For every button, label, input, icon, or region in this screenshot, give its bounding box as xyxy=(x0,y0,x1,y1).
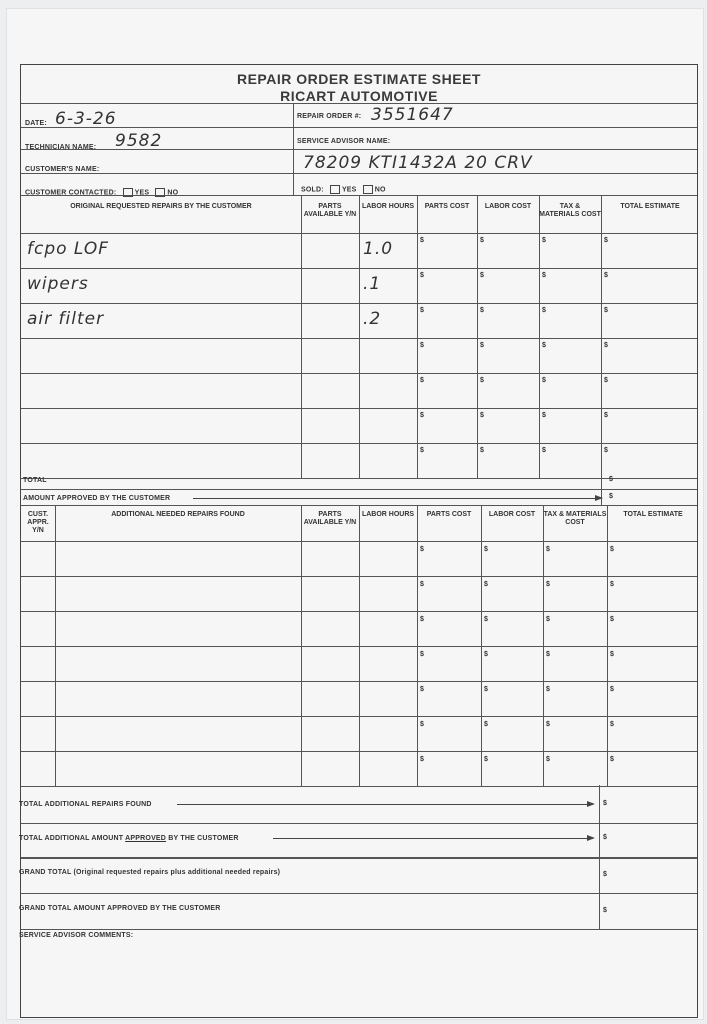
original-row-dollar: $ xyxy=(480,307,484,314)
original-row-dollar: $ xyxy=(542,237,546,244)
additional-row-dollar: $ xyxy=(610,616,614,623)
estimate-form xyxy=(20,64,698,1018)
original-header-description: ORIGINAL REQUESTED REPAIRS BY THE CUSTOMER xyxy=(70,203,252,210)
additional-header-labor-hours: LABOR HOURS xyxy=(361,511,415,518)
contacted-no-label: NO xyxy=(167,189,179,197)
additional-header-tax: TAX & MATERIALS COST xyxy=(543,511,607,526)
original-row-dollar: $ xyxy=(420,377,424,384)
original-header-parts-available: PARTS AVAILABLE Y/N xyxy=(303,203,357,218)
sold-field xyxy=(301,185,386,194)
additional-row-dollar: $ xyxy=(546,546,550,553)
contacted-yes-checkbox[interactable] xyxy=(123,188,133,197)
form-title: REPAIR ORDER ESTIMATE SHEET xyxy=(236,71,481,87)
additional-row-dollar: $ xyxy=(610,686,614,693)
total-additional-approved-suffix: BY THE CUSTOMER xyxy=(166,835,239,842)
additional-row-dollar: $ xyxy=(610,581,614,588)
repair-order-label: REPAIR ORDER #: xyxy=(297,113,362,120)
additional-row-dollar: $ xyxy=(484,651,488,658)
date-label: DATE: xyxy=(25,120,47,127)
additional-row-dollar: $ xyxy=(484,616,488,623)
amount-approved-label: AMOUNT APPROVED BY THE CUSTOMER xyxy=(23,495,171,502)
additional-row-dollar: $ xyxy=(546,581,550,588)
original-row-dollar: $ xyxy=(604,447,608,454)
date-value[interactable]: 6-3-26 xyxy=(55,109,117,129)
original-row-dollar: $ xyxy=(542,272,546,279)
total-additional-approved-prefix: TOTAL ADDITIONAL AMOUNT xyxy=(19,835,126,842)
additional-row-dollar: $ xyxy=(546,651,550,658)
original-row-dollar: $ xyxy=(604,307,608,314)
original-row-dollar: $ xyxy=(480,412,484,419)
service-advisor-label: SERVICE ADVISOR NAME: xyxy=(297,138,391,145)
original-header-labor-hours: LABOR HOURS xyxy=(361,203,415,210)
grand-total-dollar: $ xyxy=(603,871,607,878)
original-row-dollar: $ xyxy=(480,272,484,279)
total-additional-found-label: TOTAL ADDITIONAL REPAIRS FOUND xyxy=(19,801,152,808)
technician-value[interactable]: 9582 xyxy=(115,131,163,151)
additional-row-dollar: $ xyxy=(484,756,488,763)
total-additional-found-arrow xyxy=(177,804,593,805)
additional-header-parts-available: PARTS AVAILABLE Y/N xyxy=(303,511,357,526)
original-row-dollar: $ xyxy=(480,377,484,384)
original-header-parts-cost: PARTS COST xyxy=(424,203,470,210)
additional-header-description: ADDITIONAL NEEDED REPAIRS FOUND xyxy=(111,511,245,518)
additional-row-dollar: $ xyxy=(420,651,424,658)
additional-row-dollar: $ xyxy=(420,756,424,763)
paper-sheet xyxy=(6,8,704,1020)
additional-row-dollar: $ xyxy=(420,616,424,623)
company-name: RICART AUTOMOTIVE xyxy=(280,88,438,104)
customer-contacted-field xyxy=(25,188,178,197)
original-row-dollar: $ xyxy=(542,377,546,384)
original-row-hours[interactable]: 1.0 xyxy=(363,239,394,259)
original-row-dollar: $ xyxy=(604,412,608,419)
repair-order-value[interactable]: 3551647 xyxy=(371,105,454,125)
additional-row-dollar: $ xyxy=(546,616,550,623)
additional-row-dollar: $ xyxy=(484,721,488,728)
sold-label: SOLD: xyxy=(301,186,324,194)
customer-name-label: CUSTOMER'S NAME: xyxy=(25,166,100,173)
original-row-dollar: $ xyxy=(604,272,608,279)
sold-no-label: NO xyxy=(374,186,386,194)
total-additional-approved-dollar: $ xyxy=(603,834,607,841)
original-row-dollar: $ xyxy=(480,237,484,244)
additional-row-dollar: $ xyxy=(546,686,550,693)
additional-header-parts-cost: PARTS COST xyxy=(426,511,472,518)
contacted-yes-label: YES xyxy=(134,189,150,197)
additional-header-cust-appr: CUST. APPR. Y/N xyxy=(27,511,49,534)
grand-total-label: GRAND TOTAL (Original requested repairs plus additional needed repairs) xyxy=(19,869,281,876)
additional-row-dollar: $ xyxy=(610,546,614,553)
additional-row-dollar: $ xyxy=(610,721,614,728)
technician-label: TECHNICIAN NAME: xyxy=(25,144,97,151)
additional-row-dollar: $ xyxy=(546,721,550,728)
vehicle-note[interactable]: 78209 KTI1432A 20 CRV xyxy=(303,153,533,173)
original-row-dollar: $ xyxy=(480,342,484,349)
additional-row-dollar: $ xyxy=(484,686,488,693)
additional-row-dollar: $ xyxy=(420,686,424,693)
original-row-dollar: $ xyxy=(604,237,608,244)
original-row-dollar: $ xyxy=(604,377,608,384)
total-additional-approved-mid: APPROVED xyxy=(125,835,167,842)
additional-row-dollar: $ xyxy=(546,756,550,763)
additional-row-dollar: $ xyxy=(610,756,614,763)
sold-yes-checkbox[interactable] xyxy=(330,185,340,194)
original-row-description[interactable]: air filter xyxy=(27,309,105,329)
total-additional-found-dollar: $ xyxy=(603,800,607,807)
original-total-dollar: $ xyxy=(609,476,613,483)
service-advisor-comments-label: SERVICE ADVISOR COMMENTS: xyxy=(19,932,134,939)
original-row-dollar: $ xyxy=(420,237,424,244)
original-row-dollar: $ xyxy=(604,342,608,349)
original-row-dollar: $ xyxy=(420,342,424,349)
amount-approved-dollar: $ xyxy=(609,493,613,500)
original-row-dollar: $ xyxy=(420,412,424,419)
original-row-dollar: $ xyxy=(542,412,546,419)
original-row-dollar: $ xyxy=(480,447,484,454)
sold-no-checkbox[interactable] xyxy=(363,185,373,194)
additional-header-total: TOTAL ESTIMATE xyxy=(623,511,683,518)
additional-row-dollar: $ xyxy=(610,651,614,658)
customer-contacted-label: CUSTOMER CONTACTED: xyxy=(25,189,117,197)
contacted-no-checkbox[interactable] xyxy=(155,188,165,197)
grand-total-approved-dollar: $ xyxy=(603,907,607,914)
original-row-dollar: $ xyxy=(420,272,424,279)
original-row-description[interactable]: fcpo LOF xyxy=(27,239,110,259)
additional-row-dollar: $ xyxy=(420,581,424,588)
original-header-labor-cost: LABOR COST xyxy=(484,203,532,210)
original-row-hours[interactable]: .2 xyxy=(363,309,382,329)
additional-row-dollar: $ xyxy=(484,581,488,588)
original-row-dollar: $ xyxy=(420,447,424,454)
additional-row-dollar: $ xyxy=(420,721,424,728)
original-row-dollar: $ xyxy=(542,447,546,454)
original-row-dollar: $ xyxy=(542,342,546,349)
grand-total-approved-label: GRAND TOTAL AMOUNT APPROVED BY THE CUSTOMER xyxy=(19,905,221,912)
amount-approved-arrow xyxy=(193,498,601,499)
original-row-dollar: $ xyxy=(420,307,424,314)
original-header-total: TOTAL ESTIMATE xyxy=(620,203,680,210)
original-row-dollar: $ xyxy=(542,307,546,314)
additional-row-dollar: $ xyxy=(420,546,424,553)
total-additional-approved-label xyxy=(19,835,239,842)
total-additional-approved-arrow xyxy=(273,838,593,839)
original-total-label: TOTAL xyxy=(23,477,47,484)
sold-yes-label: YES xyxy=(341,186,357,194)
additional-row-dollar: $ xyxy=(484,546,488,553)
original-row-hours[interactable]: .1 xyxy=(363,274,382,294)
original-header-tax: TAX & MATERIALS COST xyxy=(539,203,601,218)
additional-header-labor-cost: LABOR COST xyxy=(488,511,536,518)
original-row-description[interactable]: wipers xyxy=(27,274,89,294)
